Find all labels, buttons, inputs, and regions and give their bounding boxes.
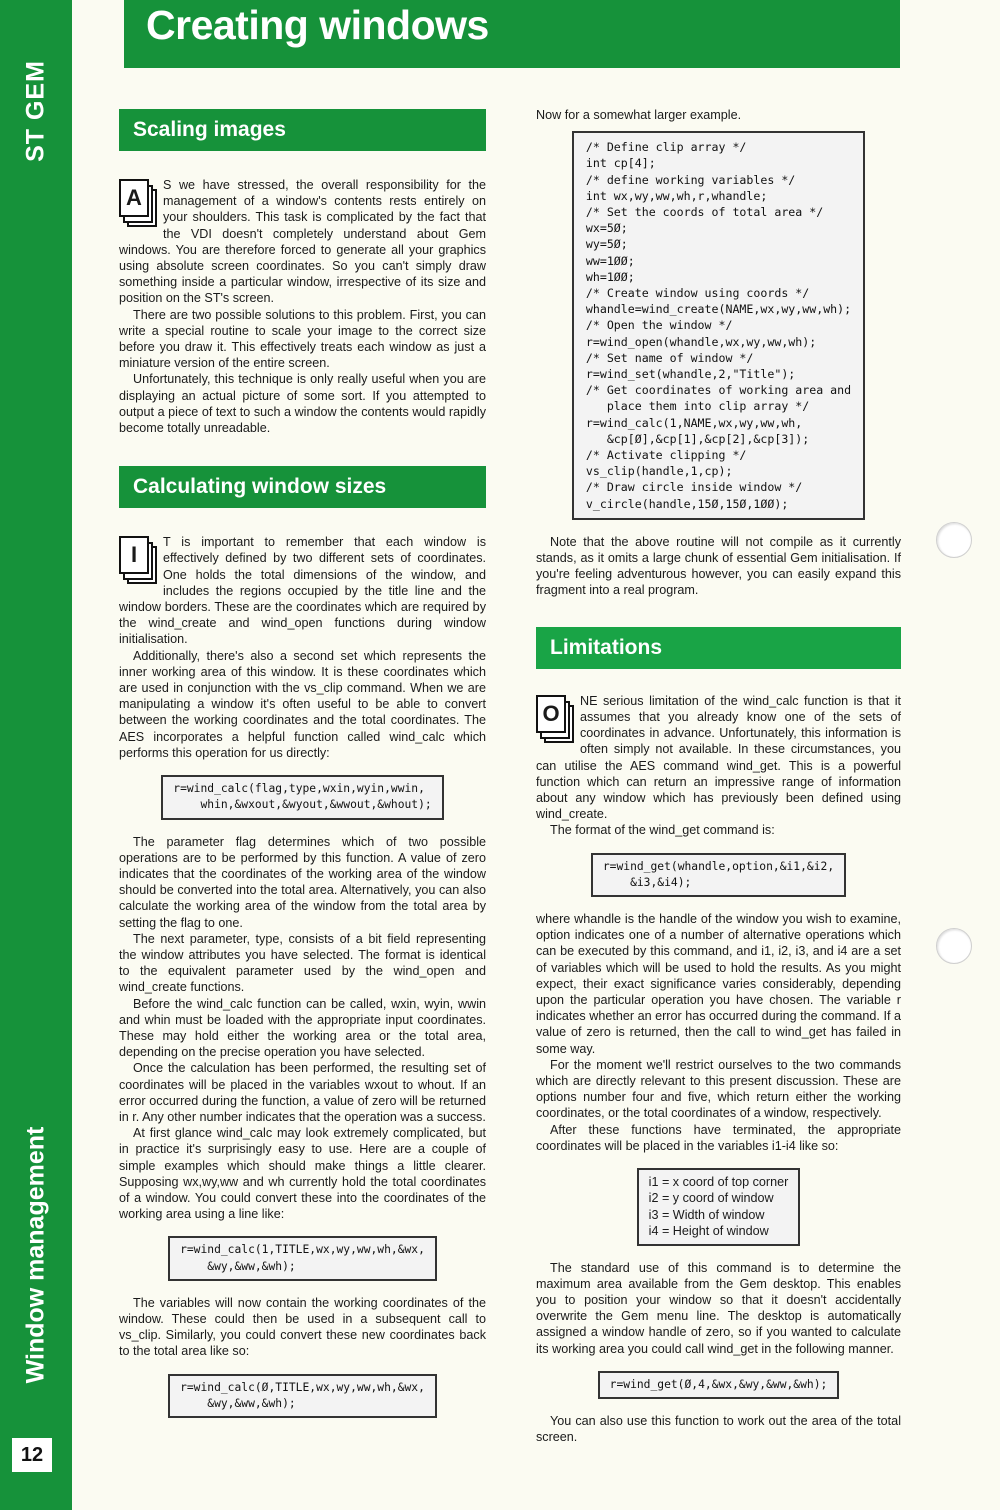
left-column [119, 109, 486, 1418]
paragraph: The format of the wind_get command is: [550, 823, 775, 838]
paragraph: You can also use this function to work out the area of the total screen. [536, 1414, 901, 1445]
code-listing: r=wind_calc(Ø,TITLE,wx,wy,ww,wh,&wx, &wy,&ww,&wh); [168, 1374, 437, 1418]
table-row: i4 = Height of window [648, 1224, 769, 1239]
section-heading-scaling: Scaling images [119, 109, 486, 151]
paragraph: The next parameter, type, consists of a bit field representing the window attributes you have selected. The format is identical to the equivalent parameter used by the wind_open and wind_create functions. [119, 931, 486, 995]
page-number: 12 [12, 1438, 52, 1472]
paragraph: Now for a somewhat larger example. [536, 108, 742, 122]
code-listing: r=wind_get(Ø,4,&wx,&wy,&ww,&wh); [598, 1371, 840, 1399]
paragraph: The standard use of this command is to determine the maximum area available from the Gem desktop. This enables you to position your window so that it doesn't accidentally overwrite the Gem menu line. The desktop is automatically assigned a window handle of zero, so if you wanted to calculate its working area you could call wind_get in the following manner. [536, 1260, 901, 1356]
right-column [536, 107, 901, 1445]
paragraph: Unfortunately, this technique is only really useful when you are displaying an actual picture of some sort. If you attempted to output a piece of text to such a window the contents would rapidly become totally unreadable. [119, 372, 486, 436]
paragraph: The parameter flag determines which of two possible operations are to be performed by this function. A value of zero indicates that the coordinates of the working area of the window should be converted into the total area. Alternatively, you can also calculate the working area of the window from the total area by setting the flag to one. [119, 834, 486, 930]
table-row: i3 = Width of window [648, 1207, 765, 1222]
code-listing: r=wind_get(whandle,option,&i1,&i2, &i3,&i4); [591, 853, 846, 897]
sidebar-section-label: Window management [21, 1126, 50, 1384]
sidebar-series-label: ST GEM [21, 60, 50, 162]
binder-hole-icon [936, 522, 972, 558]
paragraph: There are two possible solutions to this problem. First, you can write a special routine to scale your image to the correct size before you draw it. This effectively treats each window as just a miniature version of the entire screen. [119, 307, 486, 371]
paragraph: At first glance wind_calc may look extremely complicated, but in practice it's surprisingly easy to use. Here are a couple of simple examples which should make things a little clearer. Supposing wx,wy,ww and wh currently hold the total coordinates of a window. You could convert these into the coordinates of the working area using a line like: [119, 1126, 486, 1222]
paragraph: The variables will now contain the working coordinates of the window. These could then be used in a subsequent call to vs_clip. Similarly, you could convert these new coordinates back to the total area like so: [119, 1295, 486, 1359]
paragraph: Once the calculation has been performed, the resulting set of coordinates will be placed in the variables wxout to whout. If an error occurred during the function, a value of zero will be returned in r. Any other number indicates that the operation was a success. [119, 1061, 486, 1124]
page-title: Creating windows [146, 2, 489, 48]
dropcap-o-icon: O [536, 695, 574, 743]
paragraph: S we have stressed, the overall responsibility for the management of a window's contents rests entirely on your shoulders. This task is complicated by the fact that the VDI doesn't completely understand about Gem windows. You are therefore forced to generate all your graphics using absolute screen coordinates. So you can't simply draw something inside a particular window, irrespective of its size and position on the ST's screen. [119, 178, 486, 306]
sidebar [0, 0, 72, 1510]
paragraph: For the moment we'll restrict ourselves to the two commands which are directly relevant to this present discussion. These are options number four and five, which return either the working coordinates, or the total coordinates of a window, respectively. [536, 1057, 901, 1121]
variables-table [637, 1168, 801, 1246]
paragraph: Before the wind_calc function can be called, wxin, wyin, wwin and whin must be loaded with the appropriate input coordinates. These may hold either the working area or the total area, depending on the precise operation you have selected. [119, 996, 486, 1060]
binder-hole-icon [936, 928, 972, 964]
table-row: i2 = y coord of window [648, 1191, 774, 1206]
section-heading-limitations: Limitations [536, 627, 901, 669]
code-listing: r=wind_calc(flag,type,wxin,wyin,wwin, whin,&wxout,&wyout,&wwout,&whout); [161, 775, 443, 819]
paragraph: Additionally, there's also a second set which represents the inner working area of this window. It is these coordinates which are used in conjunction with the vs_clip command. When we are manipulating a window it's often useful to be able to convert between the working coordinates and the total coordinates. The AES incorporates a helpful function called wind_calc which performs this operation for us directly: [119, 648, 486, 760]
code-listing: r=wind_calc(1,TITLE,wx,wy,ww,wh,&wx, &wy,&ww,&wh); [168, 1236, 437, 1280]
paragraph: where whandle is the handle of the window you wish to examine, option indicates one of a number of alternative operations which can be executed by this command, and i1, i2, i3, and i4 are a set of variables which will be used to hold the results. As you might expect, their exact significance varies considerably, depending upon the particular operation you have chosen. The variable r indicates whether an error has occurred during the command. If a value of zero is returned, then the call to wind_get has failed in some way. [536, 911, 901, 1056]
table-row: i1 = x coord of top corner [648, 1174, 789, 1189]
paragraph: T is important to remember that each window is effectively defined by two different sets of coordinates. One holds the total dimensions of the window, and includes the regions occupied by the title line and the window borders. These are the coordinates which are required by the wind_create and wind_open functions during window initialisation. [119, 535, 486, 647]
dropcap-i-icon: I [119, 536, 157, 584]
paragraph: Note that the above routine will not compile as it currently stands, as it omits a large chunk of essential Gem initialisation. If you're feeling adventurous however, you can easily expand this fragment into a real program. [536, 534, 901, 598]
title-bar [124, 0, 900, 68]
paragraph: After these functions have terminated, the appropriate coordinates will be placed in the variables i1-i4 like so: [536, 1122, 901, 1153]
section-heading-calculating: Calculating window sizes [119, 466, 486, 508]
code-listing: /* Define clip array */ int cp[4]; /* define working variables */ int wx,wy,ww,wh,r,whandle; /* Set the coords of total area */ wx=5Ø; wy=5Ø; ww=1ØØ; wh=1ØØ; /* Create window using coords */ whandle=wind_create(NAME,wx,wy,ww,wh); /* Open the window */ r=wind_open(whandle,wx,wy,ww,wh); /* Set name of window */ r=wind_set(whandle,2,"Title"); /* Get coordinates of working area and place them into clip array */ r=wind_calc(1,NAME,wx,wy,ww,wh, &cp[Ø],&cp[1],&cp[2],&cp[3]); /* Activate clipping */ vs_clip(handle,1,cp); /* Draw circle inside window */ v_circle(handle,15Ø,15Ø,1ØØ); [572, 131, 865, 520]
paragraph: NE serious limitation of the wind_calc function is that it assumes that you already know one of the sets of coordinates in advance. Unfortunately, this information is often simply not available. In these circumstances, you can utilise the AES command wind_get. This is a powerful function which can return an impressive range of information about any window which has previously been defined using wind_create. [536, 693, 901, 822]
dropcap-a-icon: A [119, 179, 157, 227]
